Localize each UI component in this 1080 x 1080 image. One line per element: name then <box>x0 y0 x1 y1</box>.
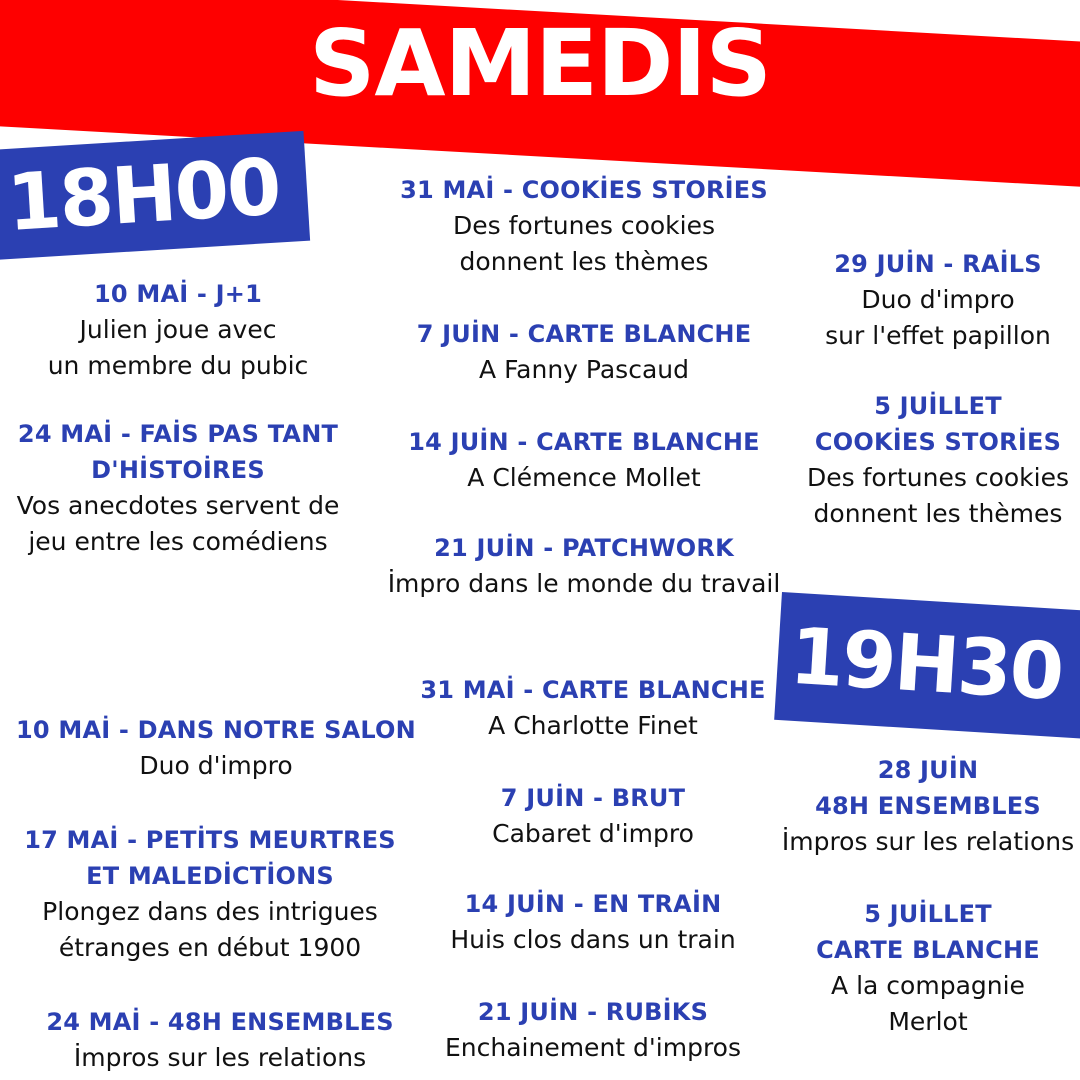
event-desc: A Clémence Mollet <box>467 463 701 492</box>
event-desc: Plongez dans des intrigues <box>42 897 378 926</box>
event-desc: Julien joue avec <box>79 315 277 344</box>
event-card <box>780 752 1076 860</box>
event-title: 24 MAİ - FAİS PAS TANT <box>17 420 339 448</box>
event-desc: un membre du pubic <box>47 351 309 380</box>
event-title: 48H ENSEMBLES <box>815 792 1041 820</box>
event-title: 14 JUİN - CARTE BLANCHE <box>408 428 760 456</box>
event-title: 31 MAİ - CARTE BLANCHE <box>420 676 766 704</box>
event-card <box>400 886 786 958</box>
event-title: 5 JUİLLET <box>864 900 992 928</box>
event-title: 29 JUİN - RAİLS <box>834 250 1042 278</box>
event-title: 24 MAİ - 48H ENSEMBLES <box>46 1008 394 1036</box>
event-card <box>0 712 432 784</box>
event-desc: Des fortunes cookies <box>807 463 1069 492</box>
event-title: 7 JUİN - BRUT <box>500 784 686 812</box>
event-desc: Vos anecdotes servent de <box>16 491 340 520</box>
event-desc: Des fortunes cookies <box>453 211 715 240</box>
event-card <box>10 1004 430 1076</box>
event-desc: İmpro dans le monde du travail <box>387 569 781 598</box>
event-desc: donnent les thèmes <box>459 247 709 276</box>
event-title: D'HİSTOİRES <box>91 456 265 484</box>
event-desc: étranges en début 1900 <box>58 933 362 962</box>
event-card <box>384 172 784 280</box>
event-card <box>384 530 784 602</box>
event-desc: Duo d'impro <box>861 285 1015 314</box>
event-title: 5 JUİLLET <box>874 392 1002 420</box>
event-card <box>400 994 786 1066</box>
event-desc: A Charlotte Finet <box>488 711 698 740</box>
event-desc: Enchainement d'impros <box>444 1033 741 1062</box>
event-desc: İmpros sur les relations <box>781 827 1075 856</box>
time-badge-18h00: 18H00 <box>0 131 310 260</box>
event-card <box>10 822 410 966</box>
event-title: 10 MAİ - J+1 <box>94 280 262 308</box>
event-title: 10 MAİ - DANS NOTRE SALON <box>16 716 416 744</box>
event-desc: donnent les thèmes <box>813 499 1063 528</box>
event-title: 31 MAİ - COOKİES STORİES <box>400 176 768 204</box>
event-desc: Huis clos dans un train <box>450 925 736 954</box>
event-desc: jeu entre les comédiens <box>28 527 328 556</box>
event-card <box>384 316 784 388</box>
event-card <box>384 424 784 496</box>
event-title: 14 JUİN - EN TRAİN <box>464 890 722 918</box>
page-title: SAMEDIS <box>309 10 771 117</box>
event-title: 28 JUİN <box>877 756 979 784</box>
event-title: ET MALEDİCTİONS <box>86 862 334 890</box>
time-badge-19h30: 19H30 <box>774 592 1080 740</box>
event-desc: İmpros sur les relations <box>73 1043 367 1072</box>
event-card <box>790 896 1066 1040</box>
event-desc: Merlot <box>888 1007 968 1036</box>
event-card <box>400 672 786 744</box>
event-title: CARTE BLANCHE <box>816 936 1040 964</box>
event-title: 21 JUİN - RUBİKS <box>477 998 709 1026</box>
event-card <box>800 246 1076 354</box>
event-title: COOKİES STORİES <box>814 428 1062 456</box>
event-desc: sur l'effet papillon <box>825 321 1051 350</box>
event-desc: Cabaret d'impro <box>492 819 694 848</box>
event-card <box>0 416 356 560</box>
event-desc: Duo d'impro <box>139 751 293 780</box>
event-desc: A la compagnie <box>831 971 1025 1000</box>
event-card <box>28 276 328 384</box>
event-title: 17 MAİ - PETİTS MEURTRES <box>24 826 396 854</box>
event-title: 7 JUİN - CARTE BLANCHE <box>416 320 752 348</box>
event-card <box>400 780 786 852</box>
event-card <box>800 388 1076 532</box>
event-desc: A Fanny Pascaud <box>479 355 689 384</box>
event-title: 21 JUİN - PATCHWORK <box>434 534 734 562</box>
